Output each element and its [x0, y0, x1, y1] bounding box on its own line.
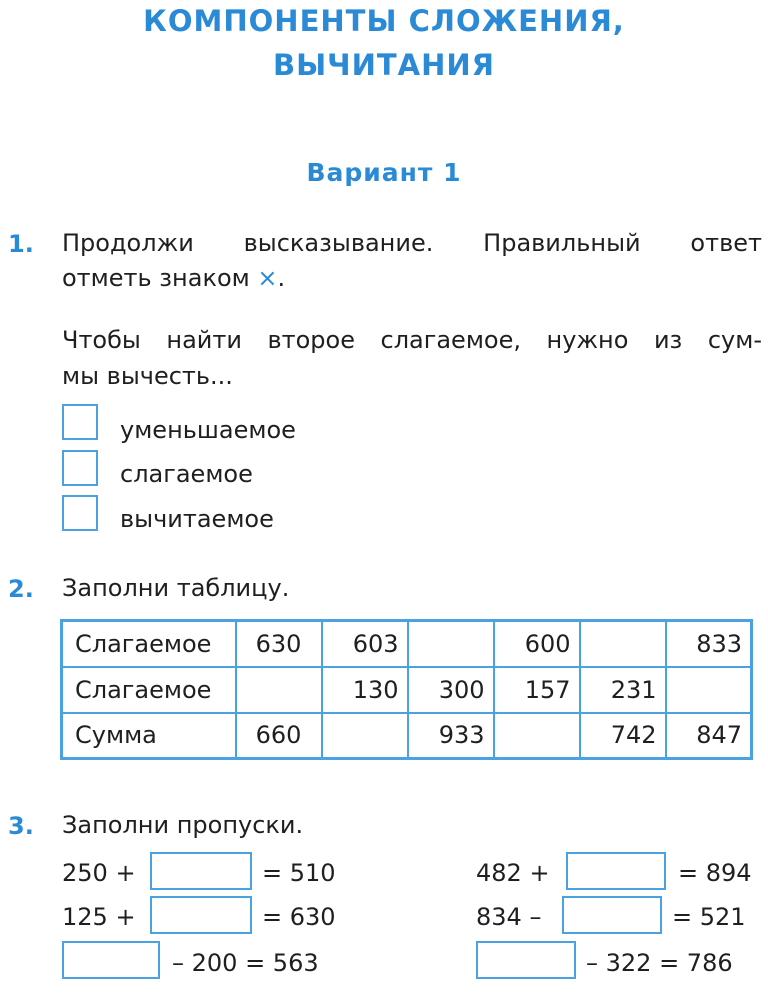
- table-cell[interactable]: 660: [236, 713, 322, 759]
- table-cell[interactable]: [322, 713, 408, 759]
- option-label-1: уменьшаемое: [120, 416, 296, 444]
- page-title-line-2: ВЫЧИТАНИЯ: [273, 48, 495, 82]
- task-1-question-line-1: [62, 326, 762, 354]
- word: нужно: [546, 326, 629, 354]
- table-cell[interactable]: [666, 667, 752, 713]
- answer-blank-left-3[interactable]: [62, 941, 160, 979]
- cross-mark-icon: ×: [257, 264, 278, 292]
- task-3-instruction: Заполни пропуски.: [62, 811, 304, 839]
- period: .: [277, 264, 286, 292]
- option-checkbox-1[interactable]: [62, 404, 98, 440]
- equation-right-3-after: – 322 = 786: [586, 949, 733, 977]
- table-cell[interactable]: [236, 667, 322, 713]
- fill-table: [60, 619, 753, 760]
- option-checkbox-2[interactable]: [62, 450, 98, 486]
- word: найти: [166, 326, 242, 354]
- equation-left-2-before: 125 +: [62, 903, 136, 931]
- table-cell[interactable]: 742: [580, 713, 666, 759]
- page-title-line-1: КОМПОНЕНТЫ СЛОЖЕНИЯ,: [143, 4, 625, 38]
- table-cell[interactable]: 630: [236, 621, 322, 667]
- table-cell[interactable]: 933: [408, 713, 494, 759]
- word: второе: [267, 326, 355, 354]
- word: Правильный: [483, 229, 641, 257]
- option-label-3: вычитаемое: [120, 505, 274, 533]
- equation-right-1-before: 482 +: [476, 859, 550, 887]
- word: высказывание.: [243, 229, 434, 257]
- answer-blank-right-1[interactable]: [566, 852, 666, 890]
- equation-left-2-after: = 630: [262, 903, 336, 931]
- task-1-number: 1.: [8, 230, 34, 258]
- table-cell[interactable]: 600: [494, 621, 580, 667]
- row-label: Слагаемое: [62, 621, 236, 667]
- task-3-number: 3.: [8, 812, 34, 840]
- word: Продолжи: [62, 229, 194, 257]
- task-1-question-line-2: мы вычесть...: [62, 362, 233, 390]
- table-cell[interactable]: [494, 713, 580, 759]
- table-cell[interactable]: 157: [494, 667, 580, 713]
- row-label: Сумма: [62, 713, 236, 759]
- task-2-number: 2.: [8, 575, 34, 603]
- table-cell[interactable]: [580, 621, 666, 667]
- table-row: [62, 713, 752, 759]
- option-label-2: слагаемое: [120, 460, 253, 488]
- task-2-instruction: Заполни таблицу.: [62, 574, 290, 602]
- equation-left-1-after: = 510: [262, 859, 336, 887]
- table-cell[interactable]: [408, 621, 494, 667]
- row-label: Слагаемое: [62, 667, 236, 713]
- equation-right-2-after: = 521: [672, 903, 746, 931]
- answer-blank-left-1[interactable]: [150, 852, 252, 890]
- equation-right-1-after: = 894: [678, 859, 752, 887]
- answer-blank-right-2[interactable]: [562, 896, 662, 934]
- word: слагаемое,: [380, 326, 522, 354]
- table-cell[interactable]: 847: [666, 713, 752, 759]
- table-row: [62, 667, 752, 713]
- table-cell[interactable]: 231: [580, 667, 666, 713]
- table-cell[interactable]: 603: [322, 621, 408, 667]
- variant-heading: Вариант 1: [306, 158, 462, 187]
- equation-left-1-before: 250 +: [62, 859, 136, 887]
- word: сум-: [707, 326, 762, 354]
- equation-left-3-after: – 200 = 563: [172, 949, 319, 977]
- word: из: [653, 326, 683, 354]
- table-row: [62, 621, 752, 667]
- table-cell[interactable]: 833: [666, 621, 752, 667]
- table-cell[interactable]: 130: [322, 667, 408, 713]
- word: ответ: [690, 229, 762, 257]
- answer-blank-right-3[interactable]: [476, 941, 576, 979]
- table-cell[interactable]: 300: [408, 667, 494, 713]
- answer-blank-left-2[interactable]: [150, 896, 252, 934]
- instruction-text: отметь знаком: [62, 264, 250, 292]
- option-checkbox-3[interactable]: [62, 495, 98, 531]
- task-1-instruction-line-2: [62, 264, 285, 292]
- equation-right-2-before: 834 –: [476, 903, 542, 931]
- task-1-instruction-line-1: [62, 229, 762, 257]
- word: Чтобы: [62, 326, 141, 354]
